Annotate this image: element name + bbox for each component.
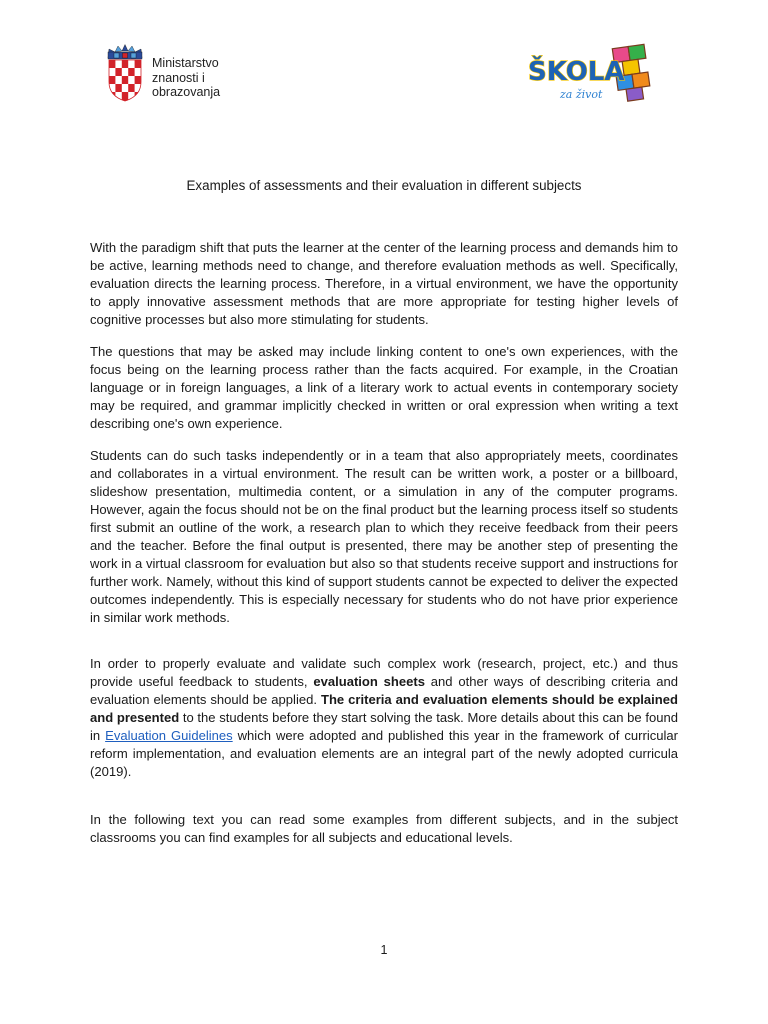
paragraph-3-text: Students can do such tasks independently or in a team that also appropriately meets, coordinates and collaborates in a virtual environment. The result can be written work, a poster or a billboard, slideshow presentation, multimedia content, or a simulation in any of the computer programs. However, again the focus should not be on the final product but the learning process itself so students first submit an outline of the work, a research plan to which they receive feedback from their peers and the teacher. Before the final output is presented, there may be another step of presenting the work in a virtual classroom for evaluation but also so that students receive support and instructions for further work. Namely, without this kind of support students cannot be expected to deliver the expected outcomes independently. This is especially necessary for students who do not have prior experience in similar work methods. <box>90 448 678 625</box>
ministry-name-line2: znanosti i <box>152 70 205 85</box>
paragraph-4-part4: which were adopted and published this year in the framework of curricular reform implementation, and evaluation elements are an integral part of the newly adopted curricula (2019). <box>90 728 679 779</box>
ministry-name-line3: obrazovanja <box>152 85 221 99</box>
page-number: 1 <box>380 943 388 957</box>
document-title: Examples of assessments and their evaluation in different subjects <box>186 178 582 193</box>
ministry-logo <box>106 44 220 102</box>
skola-tagline: za život <box>560 88 603 101</box>
paragraph-1 <box>90 239 678 329</box>
ministry-name <box>152 56 220 100</box>
paragraph-2-text: The questions that may be asked may include linking content to one's own experiences, with the focus being on the learning process rather than the facts acquired. For example, in the Croatian language or in foreign languages, a link of a literary work to actual events in contemporary society may be required, and grammar implicitly checked in written or oral expression when writing a text describing one's own experience. <box>90 344 678 431</box>
paragraph-2 <box>90 343 678 433</box>
paragraph-4 <box>90 655 678 781</box>
criteria-bold-statement: The criteria and evaluation elements should be explained and presented <box>90 692 678 725</box>
evaluation-guidelines-link[interactable]: Evaluation Guidelines <box>105 728 233 743</box>
evaluation-sheets-bold: evaluation sheets <box>313 674 425 689</box>
paragraph-4-part3: to the students before they start solving the task. More details about this can be found in <box>90 710 678 743</box>
paragraph-4-text <box>90 655 678 781</box>
paragraph-1-text: With the paradigm shift that puts the learner at the center of the learning process and demands him to be active, learning methods need to change, and therefore evaluation methods as well. Specifically, evaluation directs the learning process. Therefore, in a virtual environment, we have the opportunity to apply innovative assessment methods that are more appropriate for testing higher levels of cognitive processes but also more stimulating for students. <box>90 240 678 327</box>
ministry-name-line1: Ministarstvo <box>152 56 219 70</box>
paragraph-4-part2: and other ways of describing criteria and evaluation elements should be applied. <box>90 674 678 707</box>
skola-za-zivot-logo <box>524 40 664 108</box>
paragraph-3 <box>90 447 678 627</box>
croatian-coat-of-arms-icon <box>106 44 144 102</box>
paragraph-5 <box>90 811 678 847</box>
paragraph-4-part1: In order to properly evaluate and validate such complex work (research, project, etc.) and thus provide useful feedback to students, <box>90 656 678 689</box>
paragraph-5-text: In the following text you can read some examples from different subjects, and in the subject classrooms you can find examples for all subjects and educational levels. <box>90 812 678 845</box>
skola-word: ŠKOLA <box>528 57 625 87</box>
document-header <box>0 40 768 110</box>
